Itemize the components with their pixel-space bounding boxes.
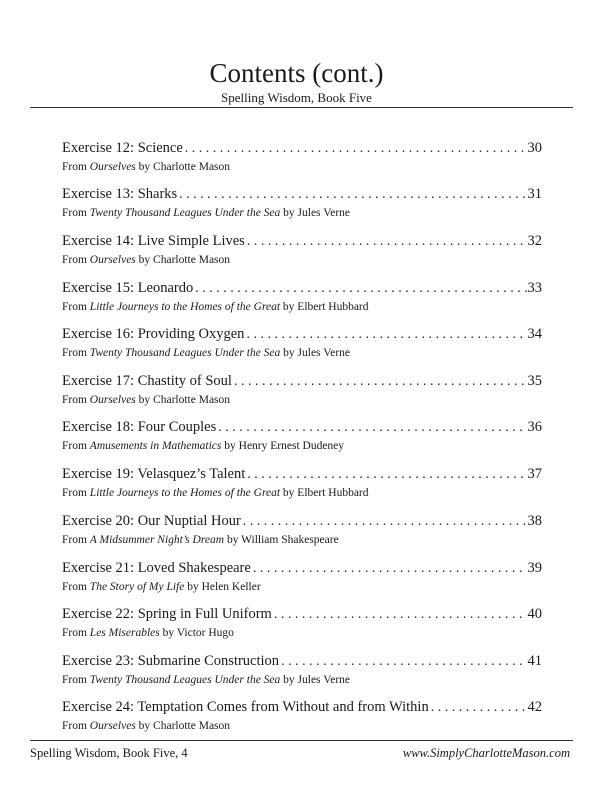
dot-leader [234,373,527,390]
source-work: Twenty Thousand Leagues Under the Sea [89,207,281,219]
entry-page: 40 [527,606,542,622]
entry-page: 31 [527,186,542,202]
dot-leader [253,560,527,577]
dot-leader [246,326,526,343]
entry-title: Exercise 15: Leonardo [62,280,194,296]
entry-page: 42 [527,699,542,715]
dot-leader [247,466,526,483]
entry-source: From Little Journeys to the Homes of the Great by Elbert Hubbard [62,487,369,499]
dot-leader [243,513,527,530]
entry-title: Exercise 16: Providing Oxygen [62,326,245,342]
dot-leader [431,699,527,716]
source-work: Twenty Thousand Leagues Under the Sea [89,347,281,359]
entry-page: 37 [527,466,542,482]
source-work: Little Journeys to the Homes of the Great [89,301,281,313]
dot-leader [218,419,526,436]
source-work: Ourselves [89,720,136,732]
toc-entry [62,419,542,453]
entry-source: From Amusements in Mathematics by Henry Ernest Dudeney [62,440,345,452]
dot-leader [179,186,526,203]
source-work: Ourselves [89,161,136,173]
entry-title: Exercise 19: Velasquez’s Talent [62,466,246,482]
entry-page: 35 [527,373,542,389]
entry-title: Exercise 20: Our Nuptial Hour [62,513,241,529]
entry-title: Exercise 18: Four Couples [62,419,217,435]
entry-title: Exercise 17: Chastity of Soul [62,373,232,389]
entry-title: Exercise 12: Science [62,140,183,156]
toc-entry [62,373,542,407]
entry-source: From Ourselves by Charlotte Mason [62,161,231,173]
entry-title: Exercise 13: Sharks [62,186,178,202]
entry-source: From Ourselves by Charlotte Mason [62,720,231,732]
page-title: Contents (cont.) [209,58,384,88]
entry-page: 39 [527,560,542,576]
entry-page: 32 [527,233,542,249]
footer-website: www.SimplyCharlotteMason.com [402,746,570,760]
toc-entry [62,606,542,640]
footer-book-page: Spelling Wisdom, Book Five, 4 [30,746,188,760]
toc-entry [62,560,542,594]
toc-entry [62,186,542,220]
entry-title: Exercise 21: Loved Shakespeare [62,560,251,576]
entry-source: From Twenty Thousand Leagues Under the Sea by Jules Verne [62,674,351,686]
source-work: Little Journeys to the Homes of the Great [89,487,281,499]
toc-entry [62,280,542,314]
entry-title: Exercise 24: Temptation Comes from Without and from Within [62,699,429,715]
toc-entry [62,466,542,500]
entry-source: From Ourselves by Charlotte Mason [62,394,231,406]
entry-source: From Les Miserables by Victor Hugo [62,627,234,639]
dot-leader [185,140,527,157]
entry-title: Exercise 14: Live Simple Lives [62,233,245,249]
entry-source: From A Midsummer Night’s Dream by William Shakespeare [62,534,339,546]
entry-page: 38 [527,513,542,529]
toc-entry [62,140,542,174]
page-subtitle: Spelling Wisdom, Book Five [221,90,372,105]
entry-source: From The Story of My Life by Helen Keller [62,581,261,593]
entry-source: From Twenty Thousand Leagues Under the Sea by Jules Verne [62,207,351,219]
source-work: Ourselves [89,394,136,406]
source-work: Les Miserables [89,627,160,639]
toc-entry [62,513,542,547]
bottom-divider [30,740,573,741]
entry-source: From Little Journeys to the Homes of the Great by Elbert Hubbard [62,301,369,313]
toc-entry [62,653,542,687]
toc-entry [62,699,542,733]
toc-entry [62,233,542,267]
source-work: Twenty Thousand Leagues Under the Sea [89,674,281,686]
entry-source: From Twenty Thousand Leagues Under the Sea by Jules Verne [62,347,351,359]
entry-title: Exercise 22: Spring in Full Uniform [62,606,272,622]
entry-source: From Ourselves by Charlotte Mason [62,254,231,266]
toc-entry [62,326,542,360]
entry-page: 36 [527,419,542,435]
source-work: The Story of My Life [89,581,185,593]
source-work: Amusements in Mathematics [89,440,222,452]
dot-leader [195,280,526,297]
source-work: A Midsummer Night’s Dream [89,534,225,546]
dot-leader [247,233,527,250]
entry-page: 34 [527,326,542,342]
entry-page: 33 [527,280,542,296]
entry-page: 30 [527,140,542,156]
source-work: Ourselves [89,254,136,266]
dot-leader [274,606,527,623]
dot-leader [281,653,526,670]
entry-title: Exercise 23: Submarine Construction [62,653,280,669]
entry-page: 41 [527,653,542,669]
